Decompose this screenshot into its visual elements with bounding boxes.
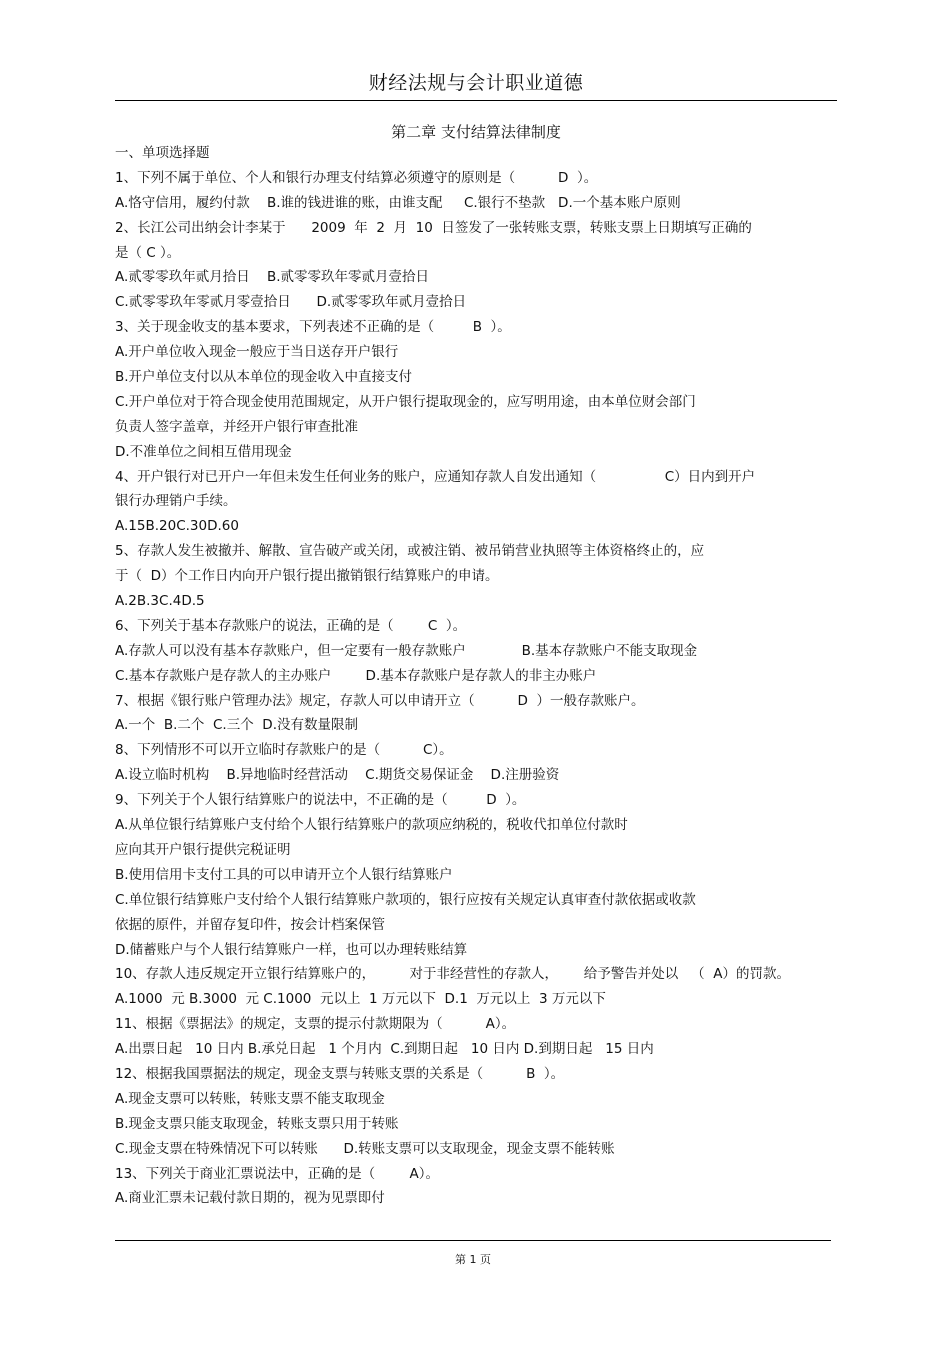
text-line: C.贰零零玖年零贰月零壹拾日 D.贰零零玖年贰月壹拾日	[115, 294, 467, 311]
text-line: C.单位银行结算账户支付给个人银行结算账户款项的，银行应按有关规定认真审查付款依据或收款	[115, 891, 696, 908]
text-line: 11、根据《票据法》的规定，支票的提示付款期限为（ A）。	[115, 1016, 516, 1033]
text-line: A.现金支票可以转账，转账支票不能支取现金	[115, 1090, 385, 1107]
text-line: A.出票日起 10 日内 B.承兑日起 1 个月内 C.到期日起 10 日内 D.到期日起 15 日内	[115, 1041, 654, 1058]
text-line: 8、下列情形不可以开立临时存款账户的是（ C）。	[115, 742, 453, 759]
text-line: 应向其开户银行提供完税证明	[115, 841, 291, 858]
text-line: D.储蓄账户与个人银行结算账户一样，也可以办理转账结算	[115, 941, 468, 958]
text-line: 负责人签字盖章，并经开户银行审查批准	[115, 418, 358, 435]
text-line: C.现金支票在特殊情况下可以转账 D.转账支票可以支取现金，现金支票不能转账	[115, 1140, 615, 1157]
text-line: A.设立临时机构 B.异地临时经营活动 C.期货交易保证金 D.注册验资	[115, 767, 560, 784]
text-line: 2、长江公司出纳会计李某于 2009 年 2 月 10 日签发了一张转账支票，转账支票上日期填写正确的	[115, 219, 752, 236]
chapter-title: 第二章 支付结算法律制度	[391, 123, 561, 141]
text-line: A.存款人可以没有基本存款账户，但一定要有一般存款账户 B.基本存款账户不能支取现金	[115, 642, 698, 659]
question-content	[115, 141, 837, 1211]
text-line: B.开户单位支付以从本单位的现金收入中直接支付	[115, 369, 413, 386]
text-line: A.从单位银行结算账户支付给个人银行结算账户的款项应纳税的，税收代扣单位付款时	[115, 817, 628, 834]
text-line: 4、开户银行对已开户一年但未发生任何业务的账户，应通知存款人自发出通知（ C）日内到开户	[115, 468, 756, 485]
text-line: C.开户单位对于符合现金使用范围规定，从开户银行提取现金的，应写明用途，由本单位财会部门	[115, 393, 696, 410]
text-line: 是（ C ）。	[115, 244, 181, 261]
text-line: 13、下列关于商业汇票说法中，正确的是（ A）。	[115, 1165, 439, 1182]
text-line: A.1000 元 B.3000 元 C.1000 元以上 1 万元以下 D.1 万元以上 3 万元以下	[115, 991, 606, 1008]
text-line: D.不准单位之间相互借用现金	[115, 443, 292, 460]
text-line: 9、下列关于个人银行结算账户的说法中，不正确的是（ D ）。	[115, 792, 526, 809]
page-number: 第 1 页	[455, 1253, 491, 1266]
text-line: A.开户单位收入现金一般应于当日送存开户银行	[115, 344, 399, 361]
text-line: A.15B.20C.30D.60	[115, 518, 239, 535]
document-header-title: 财经法规与会计职业道德	[368, 72, 584, 94]
footer-rule	[115, 1240, 831, 1241]
text-line: A.一个 B.二个 C.三个 D.没有数量限制	[115, 717, 358, 734]
text-line: A.商业汇票未记载付款日期的，视为见票即付	[115, 1190, 385, 1207]
text-line: C.基本存款账户是存款人的主办账户 D.基本存款账户是存款人的非主办账户	[115, 667, 597, 684]
text-line: 银行办理销户手续。	[115, 493, 237, 510]
text-line: 10、存款人违反规定开立银行结算账户的， 对于非经营性的存款人， 给予警告并处以 （ A）的罚款。	[115, 966, 790, 983]
text-line: 依据的原件，并留存复印件，按会计档案保管	[115, 916, 385, 933]
text-line: 7、根据《银行账户管理办法》规定，存款人可以申请开立（ D ）一般存款账户。	[115, 692, 645, 709]
text-line: 5、存款人发生被撤并、解散、宣告破产或关闭，或被注销、被吊销营业执照等主体资格终止的，应	[115, 543, 705, 560]
text-line: A.贰零零玖年贰月拾日 B.贰零零玖年零贰月壹拾日	[115, 269, 430, 286]
header-rule	[115, 100, 837, 101]
text-line: 1、下列不属于单位、个人和银行办理支付结算必须遵守的原则是（ D ）。	[115, 169, 598, 186]
text-line: 3、关于现金收支的基本要求，下列表述不正确的是（ B ）。	[115, 319, 511, 336]
text-line: A.2B.3C.4D.5	[115, 593, 205, 610]
text-line: 6、下列关于基本存款账户的说法，正确的是（ C ）。	[115, 617, 467, 634]
text-line: B.现金支票只能支取现金，转账支票只用于转账	[115, 1115, 399, 1132]
text-line: 一、单项选择题	[115, 145, 210, 161]
text-line: 于（ D）个工作日内向开户银行提出撤销银行结算账户的申请。	[115, 568, 499, 585]
text-line: 12、根据我国票据法的规定，现金支票与转账支票的关系是（ B ）。	[115, 1065, 565, 1082]
text-line: B.使用信用卡支付工具的可以申请开立个人银行结算账户	[115, 866, 453, 883]
text-line: A.恪守信用，履约付款 B.谁的钱进谁的账，由谁支配 C.银行不垫款 D.一个基本账户原则	[115, 194, 681, 211]
